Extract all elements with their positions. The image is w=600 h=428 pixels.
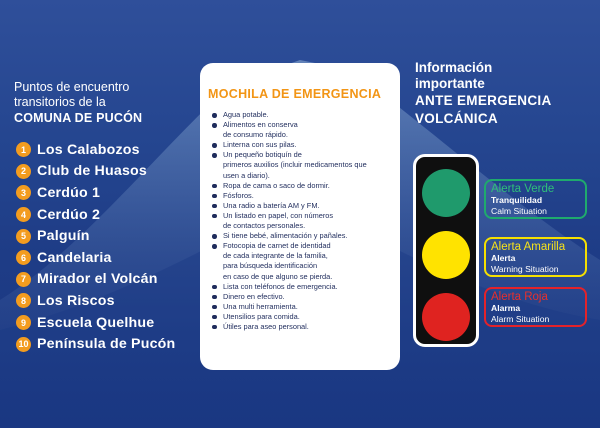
info-heading-line3: ANTE EMERGENCIA — [415, 93, 552, 108]
backpack-item: Un pequeño botiquín de primeros auxilios (incluir medicamentos que usen a diario). — [212, 150, 398, 180]
meeting-point-item — [16, 139, 175, 161]
meeting-point-name: Candelaria — [37, 249, 112, 266]
number-badge: 6 — [16, 250, 31, 265]
alert-level: Tranquilidad — [491, 195, 543, 205]
meeting-point-name: Cerdúo 2 — [37, 206, 101, 223]
meeting-point-item — [16, 182, 175, 204]
meeting-points-list — [16, 139, 175, 355]
info-heading-line1: Información — [415, 60, 493, 75]
meeting-point-name: Península de Pucón — [37, 336, 176, 353]
backpack-item: Útiles para aseo personal. — [212, 322, 398, 332]
emergency-backpack-card — [200, 63, 400, 370]
meeting-point-name: Cerdúo 1 — [37, 184, 101, 201]
meeting-point-item — [16, 333, 175, 355]
meeting-point-item — [16, 161, 175, 183]
backpack-item: Una multi herramienta. — [212, 302, 398, 312]
red-light — [422, 293, 470, 341]
alert-red-box — [484, 287, 587, 327]
alert-situation: Warning Situation — [491, 264, 559, 274]
alert-situation: Alarm Situation — [491, 314, 550, 324]
meeting-points-heading-line2: transitorios de la — [14, 95, 106, 109]
meeting-point-name: Mirador el Volcán — [37, 271, 158, 288]
meeting-point-item — [16, 269, 175, 291]
meeting-point-item — [16, 225, 175, 247]
meeting-point-name: Los Calabozos — [37, 141, 140, 158]
meeting-point-item — [16, 290, 175, 312]
backpack-item: Linterna con sus pilas. — [212, 140, 398, 150]
meeting-point-name: Palguín — [37, 228, 90, 245]
number-badge: 2 — [16, 164, 31, 179]
number-badge: 1 — [16, 142, 31, 157]
alert-yellow-box — [484, 237, 587, 277]
backpack-item: Si tiene bebé, alimentación y pañales. — [212, 231, 398, 241]
number-badge: 7 — [16, 272, 31, 287]
meeting-point-name: Los Riscos — [37, 292, 115, 309]
backpack-item: Un listado en papel, con números de contactos personales. — [212, 211, 398, 231]
alert-level: Alerta — [491, 253, 516, 263]
volcanic-info-heading — [415, 60, 595, 128]
backpack-items-list — [212, 110, 398, 332]
info-heading-line2: importante — [415, 76, 485, 91]
number-badge: 8 — [16, 293, 31, 308]
backpack-item: Fotocopia de carnet de identidad de cada integrante de la familia, para búsqueda identificación en caso de que alguno se pierda. — [212, 241, 398, 281]
backpack-item: Agua potable. — [212, 110, 398, 120]
alert-title: Alerta Roja — [491, 291, 548, 303]
number-badge: 5 — [16, 229, 31, 244]
meeting-points-heading — [14, 80, 194, 126]
backpack-item: Ropa de cama o saco de dormir. — [212, 181, 398, 191]
alert-level: Alarma — [491, 303, 521, 313]
alert-title: Alerta Amarilla — [491, 241, 566, 253]
backpack-item: Dinero en efectivo. — [212, 292, 398, 302]
meeting-point-item — [16, 204, 175, 226]
card-title: MOCHILA DE EMERGENCIA — [208, 87, 382, 101]
meeting-point-item — [16, 312, 175, 334]
backpack-item: Utensilios para comida. — [212, 312, 398, 322]
number-badge: 4 — [16, 207, 31, 222]
backpack-item: Alimentos en conserva de consumo rápido. — [212, 120, 398, 140]
meeting-point-name: Club de Huasos — [37, 163, 148, 180]
yellow-light — [422, 231, 470, 279]
meeting-point-name: Escuela Quelhue — [37, 314, 155, 331]
meeting-point-item — [16, 247, 175, 269]
backpack-item: Lista con teléfonos de emergencia. — [212, 282, 398, 292]
traffic-light — [413, 154, 479, 347]
green-light — [422, 169, 470, 217]
backpack-item: Fósforos. — [212, 191, 398, 201]
meeting-points-heading-commune: COMUNA DE PUCÓN — [14, 111, 143, 125]
backpack-item: Una radio a batería AM y FM. — [212, 201, 398, 211]
number-badge: 9 — [16, 315, 31, 330]
alert-title: Alerta Verde — [491, 183, 555, 195]
number-badge: 3 — [16, 185, 31, 200]
meeting-points-heading-line1: Puntos de encuentro — [14, 80, 130, 94]
alert-green-box — [484, 179, 587, 219]
alert-situation: Calm Situation — [491, 206, 547, 216]
info-heading-line4: VOLCÁNICA — [415, 111, 498, 126]
number-badge: 10 — [16, 337, 31, 352]
